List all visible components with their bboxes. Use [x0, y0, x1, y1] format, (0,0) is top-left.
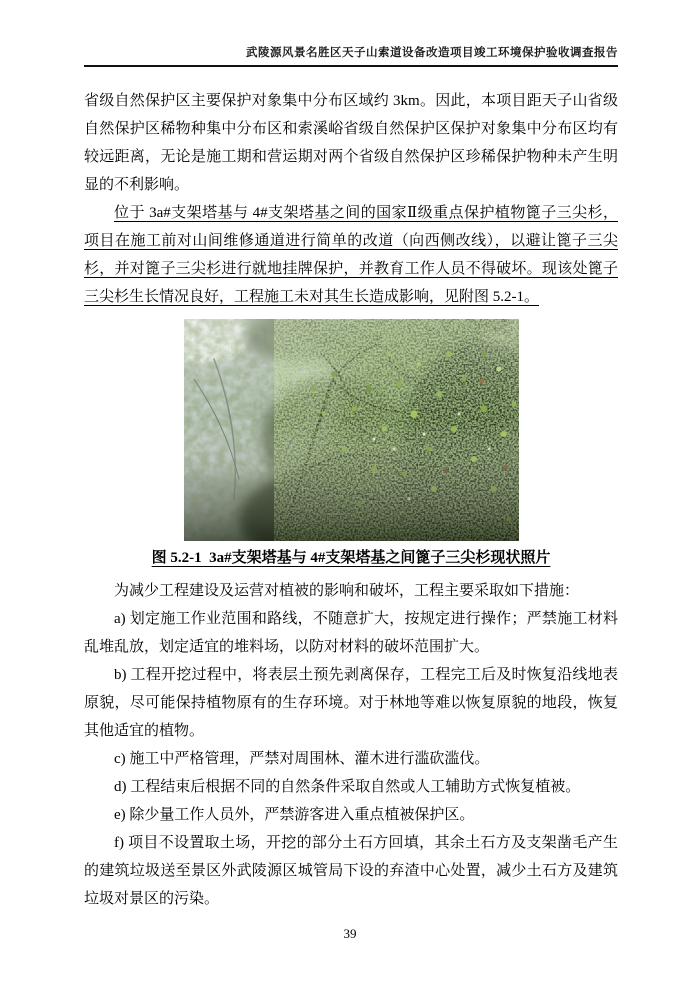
- list-item-e: [84, 801, 618, 829]
- list-item-b: [84, 661, 618, 745]
- paragraph-protected-plant: 位于 3a#支架塔基与 4#支架塔基之间的国家Ⅱ级重点保护植物篦子三尖杉，项目在施工前对山间维修通道进行简单的改道（向西侧改线），以避让篦子三尖杉，并对篦子三尖杉进行就地挂牌保护，并教育工作人员不得破坏。现该处篦子三尖杉生长情况良好，工程施工未对其生长造成影响，见附图 5.2-1。: [84, 205, 618, 305]
- list-item-text: 除少量工作人员外，严禁游客进入重点植被保护区。: [129, 807, 475, 823]
- page-footer: [0, 926, 700, 942]
- forest-photo: [184, 319, 519, 541]
- list-item-label: e): [114, 807, 126, 823]
- figure-5-2-1: [84, 319, 618, 571]
- list-item-text: 工程开挖过程中，将表层土预先剥离保存，工程完工后及时恢复沿线地表原貌，尽可能保持植物原有的生存环境。对于林地等难以恢复原貌的地段，恢复其他适宜的植物。: [84, 667, 618, 739]
- list-item-text: 划定施工作业范围和路线，不随意扩大，按规定进行操作；严禁施工材料乱堆乱放，划定适宜的堆料场，以防对材料的破坏范围扩大。: [84, 611, 619, 655]
- list-item-label: d): [114, 779, 127, 795]
- list-item-label: a): [114, 611, 126, 627]
- header-title: 武陵源风景名胜区天子山索道设备改造项目竣工环境保护验收调查报告: [246, 47, 618, 59]
- list-item-c: [84, 745, 618, 773]
- document-body: [84, 87, 618, 913]
- list-item-text: 施工中严格管理，严禁对周围林、灌木进行滥砍滥伐。: [129, 751, 490, 767]
- list-item-text: 项目不设置取土场，开挖的部分土石方回填，其余土石方及支架凿毛产生的建筑垃圾送至景区外武陵源区城管局下设的弃渣中心处置，减少土石方及建筑垃圾对景区的污染。: [84, 835, 618, 907]
- list-item-a: [84, 605, 618, 661]
- paragraph-reserve-distance: 省级自然保护区主要保护对象集中分布区域约 3km。因此，本项目距天子山省级自然保护区稀物种集中分布区和索溪峪省级自然保护区保护对象集中分布区均有较远距离，无论是施工期和营运期对两个省级自然保护区珍稀保护物种未产生明显的不利影响。: [84, 93, 618, 193]
- page-number: 39: [343, 926, 357, 941]
- list-item-text: 工程结束后根据不同的自然条件采取自然或人工辅助方式恢复植被。: [130, 779, 581, 795]
- list-item-d: [84, 773, 618, 801]
- figure-caption: 图 5.2-1 3a#支架塔基与 4#支架塔基之间篦子三尖杉现状照片: [151, 550, 551, 566]
- paragraph-measures-intro: 为减少工程建设及运营对植被的影响和破坏，工程主要采取如下措施：: [114, 583, 580, 599]
- list-item-f: [84, 829, 618, 913]
- list-item-label: c): [114, 751, 126, 767]
- list-item-label: f): [114, 835, 124, 851]
- content-column: [84, 0, 618, 913]
- page-header: [84, 0, 618, 67]
- list-item-label: b): [114, 667, 127, 683]
- forest-photo-image: [184, 319, 519, 541]
